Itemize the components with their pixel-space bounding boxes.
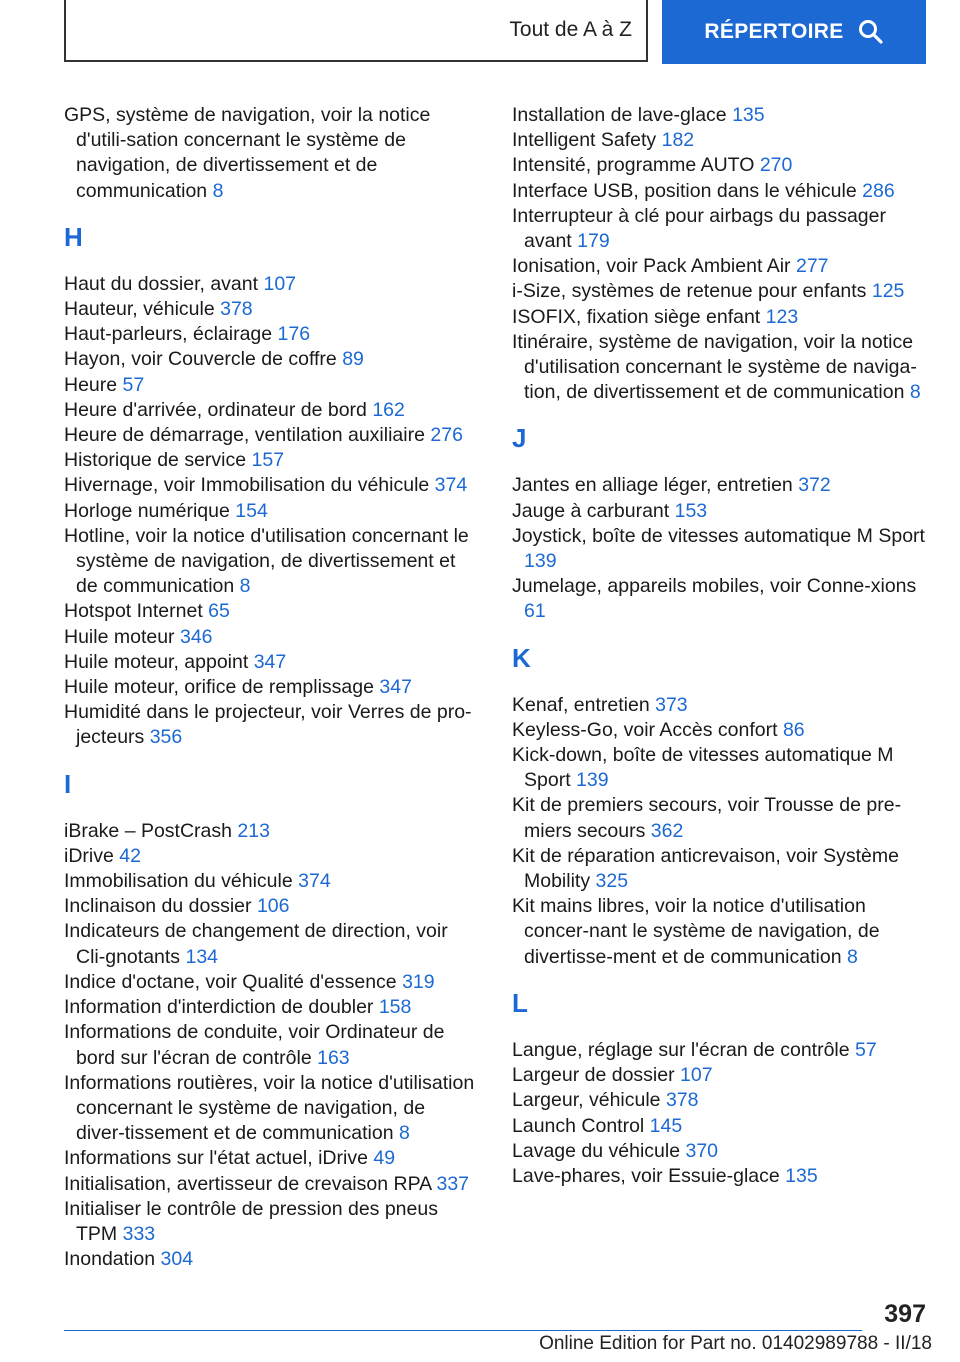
page-link[interactable]: 123 (765, 305, 799, 328)
page-link[interactable]: 270 (759, 154, 793, 177)
page-link[interactable]: 374 (298, 870, 331, 893)
page-link[interactable]: 154 (235, 499, 268, 522)
index-entry: Hivernage, voir Immobilisation du véhicule 374 (64, 474, 468, 497)
section-letter: H (64, 221, 83, 252)
index-entry: Kit de réparation anticrevaison, voir Système Mobility 325 (512, 844, 899, 893)
index-entry: Huile moteur, orifice de remplissage 347 (64, 676, 412, 699)
page-link[interactable]: 89 (342, 348, 364, 371)
index-entry: Installation de lave-glace 135 (512, 104, 765, 126)
page-link[interactable]: 8 (239, 575, 251, 598)
page-link[interactable]: 373 (655, 693, 688, 716)
index-column-right (512, 103, 930, 1189)
tab-repertoire-label: RÉPERTOIRE (704, 20, 844, 43)
index-entry: i-Size, systèmes de retenue pour enfants 125 (512, 280, 905, 303)
page-link[interactable]: 8 (846, 945, 858, 968)
index-entry: Joystick, boîte de vitesses automatique M Sport 139 (512, 524, 925, 573)
index-entry: Langue, réglage sur l'écran de contrôle 57 (512, 1038, 877, 1061)
page-link[interactable]: 213 (237, 819, 270, 842)
index-entry: Itinéraire, système de navigation, voir la notice d'utilisation concernant le système de naviga-tion, de divertissement et de communication 8 (512, 330, 921, 404)
edition-footer: Online Edition for Part no. 01402989788 - II/18 (539, 1333, 932, 1354)
index-entry: Jantes en alliage léger, entretien 372 (512, 474, 831, 497)
page-link[interactable]: 277 (795, 255, 829, 278)
index-entry: Jauge à carburant 153 (512, 499, 708, 522)
index-entry: Hayon, voir Couvercle de coffre 89 (64, 348, 364, 371)
index-entry: Launch Control 145 (512, 1114, 683, 1137)
index-entry: Largeur de dossier 107 (512, 1064, 713, 1087)
page-link[interactable]: 162 (372, 398, 405, 421)
index-entry: Inondation 304 (64, 1248, 194, 1271)
page-link[interactable]: 57 (855, 1038, 877, 1061)
index-entry: Horloge numérique 154 (64, 499, 268, 522)
page-link[interactable]: 325 (595, 870, 629, 893)
footer-divider (64, 1330, 862, 1331)
index-entry: Indicateurs de changement de direction, voir Cli-gnotants 134 (64, 920, 448, 968)
search-icon (858, 19, 884, 45)
index-entry: iBrake – PostCrash 213 (64, 819, 270, 842)
index-column-left (64, 103, 479, 1272)
page-link[interactable]: 107 (680, 1064, 713, 1087)
page-link[interactable]: 374 (434, 474, 468, 497)
index-entry: Indice d'octane, voir Qualité d'essence 319 (64, 970, 435, 993)
index-entry: Informations sur l'état actuel, iDrive 49 (64, 1147, 396, 1170)
page-link[interactable]: 125 (871, 280, 905, 303)
tab-repertoire[interactable] (662, 0, 926, 64)
page-link[interactable]: 319 (402, 970, 435, 993)
index-entry: Informations de conduite, voir Ordinateur de bord sur l'écran de contrôle 163 (64, 1021, 445, 1069)
index-entry: iDrive 42 (64, 844, 141, 867)
page-link[interactable]: 304 (160, 1248, 194, 1271)
page-link[interactable]: 347 (379, 676, 412, 699)
section-letter: K (512, 642, 531, 673)
index-entry: Huile moteur, appoint 347 (64, 650, 287, 673)
index-entry: Heure de démarrage, ventilation auxiliaire 276 (64, 424, 463, 447)
page-link[interactable]: 182 (661, 129, 695, 152)
index-entry: Kick-down, boîte de vitesses automatique M Sport 139 (512, 744, 894, 792)
index-entry: Haut du dossier, avant 107 (64, 272, 297, 295)
page-link[interactable]: 176 (277, 323, 311, 346)
section-letter: J (512, 423, 527, 454)
page-link[interactable]: 49 (373, 1147, 396, 1170)
index-entry: Hotline, voir la notice d'utilisation concernant le système de navigation, de divertissement et de communication 8 (64, 524, 469, 598)
index-entry: Intensité, programme AUTO 270 (512, 154, 793, 177)
index-entry: Heure 57 (64, 373, 145, 396)
index-entry: Initialiser le contrôle de pression des pneus TPM 333 (64, 1197, 438, 1245)
page-link[interactable]: 362 (650, 819, 684, 842)
page-link[interactable]: 61 (524, 600, 546, 623)
index-entry: Interrupteur à clé pour airbags du passager avant 179 (512, 204, 886, 253)
page-link[interactable]: 153 (674, 499, 708, 522)
index-entry: Jumelage, appareils mobiles, voir Conne-xions 61 (512, 575, 917, 623)
page-link[interactable]: 356 (149, 726, 183, 749)
page-link[interactable]: 333 (122, 1222, 156, 1245)
index-entry: Kit mains libres, voir la notice d'utilisation concer-nant le système de navigation, de divertisse-ment et de communication 8 (512, 895, 880, 968)
index-entry: ISOFIX, fixation siège enfant 123 (512, 305, 799, 328)
page-link[interactable]: 163 (317, 1046, 350, 1069)
page-number: 397 (884, 1300, 926, 1328)
index-entry: Informations routières, voir la notice d'utilisation concernant le système de navigation, de diver-tissement et de communication 8 (64, 1071, 475, 1145)
page-link[interactable]: 106 (256, 895, 290, 918)
index-entry: Hotspot Internet 65 (64, 600, 230, 623)
page-link[interactable]: 139 (576, 769, 609, 792)
page-link[interactable]: 337 (436, 1172, 470, 1195)
page-link[interactable]: 346 (179, 625, 213, 648)
index-entry: Initialisation, avertisseur de crevaison RPA 337 (64, 1172, 470, 1195)
index-entry: Lave-phares, voir Essuie-glace 135 (512, 1164, 818, 1187)
page-link[interactable]: 65 (208, 600, 230, 623)
index-entry: GPS, système de navigation, voir la notice d'utili-sation concernant le système de navigation, de divertissement et de communication 8 (64, 104, 431, 202)
page-link[interactable]: 370 (685, 1139, 719, 1162)
index-entry: Hauteur, véhicule 378 (64, 298, 253, 321)
page-link[interactable]: 378 (220, 298, 253, 321)
page-link[interactable]: 372 (798, 474, 831, 497)
index-entry: Immobilisation du véhicule 374 (64, 870, 331, 893)
index-entry: Ionisation, voir Pack Ambient Air 277 (512, 255, 829, 278)
index-entry: Kit de premiers secours, voir Trousse de pre-miers secours 362 (512, 794, 902, 842)
page-link[interactable]: 57 (122, 373, 145, 396)
index-entry: Huile moteur 346 (64, 625, 213, 648)
page-link[interactable]: 8 (398, 1122, 410, 1145)
page-link[interactable]: 179 (577, 230, 610, 253)
page-link[interactable]: 135 (785, 1164, 818, 1187)
index-entry: Largeur, véhicule 378 (512, 1089, 699, 1112)
index-entry: Lavage du véhicule 370 (512, 1139, 719, 1162)
page-link[interactable]: 42 (119, 844, 141, 867)
index-entry: Keyless-Go, voir Accès confort 86 (512, 718, 805, 741)
page-link[interactable]: 135 (732, 104, 765, 126)
section-letter: I (64, 768, 72, 799)
page-link[interactable]: 286 (862, 179, 895, 202)
page-link[interactable]: 8 (212, 179, 224, 202)
index-entry: Humidité dans le projecteur, voir Verres de pro-jecteurs 356 (64, 701, 472, 749)
index-entry: Inclinaison du dossier 106 (64, 895, 290, 918)
page-link[interactable]: 276 (430, 424, 463, 447)
page-link[interactable]: 145 (649, 1114, 683, 1137)
page-link[interactable]: 86 (782, 718, 805, 741)
page-link[interactable]: 158 (378, 996, 412, 1019)
page-link[interactable]: 139 (524, 550, 557, 573)
page-link[interactable]: 347 (253, 650, 287, 673)
tab-a-to-z[interactable]: Tout de A à Z (64, 0, 648, 62)
index-entry: Historique de service 157 (64, 449, 285, 472)
page-link[interactable]: 134 (185, 945, 219, 968)
index-entry: Information d'interdiction de doubler 158 (64, 996, 412, 1019)
index-entry: Haut-parleurs, éclairage 176 (64, 323, 311, 346)
page-link[interactable]: 157 (251, 449, 285, 472)
index-entry: Interface USB, position dans le véhicule 286 (512, 179, 895, 202)
page-link[interactable]: 8 (909, 381, 921, 404)
section-letter: L (512, 987, 528, 1018)
index-entry: Kenaf, entretien 373 (512, 693, 688, 716)
index-entry: Heure d'arrivée, ordinateur de bord 162 (64, 398, 405, 421)
page-link[interactable]: 378 (665, 1089, 699, 1112)
page-link[interactable]: 107 (263, 272, 297, 295)
index-entry: Intelligent Safety 182 (512, 129, 695, 152)
top-navigation (64, 0, 926, 64)
